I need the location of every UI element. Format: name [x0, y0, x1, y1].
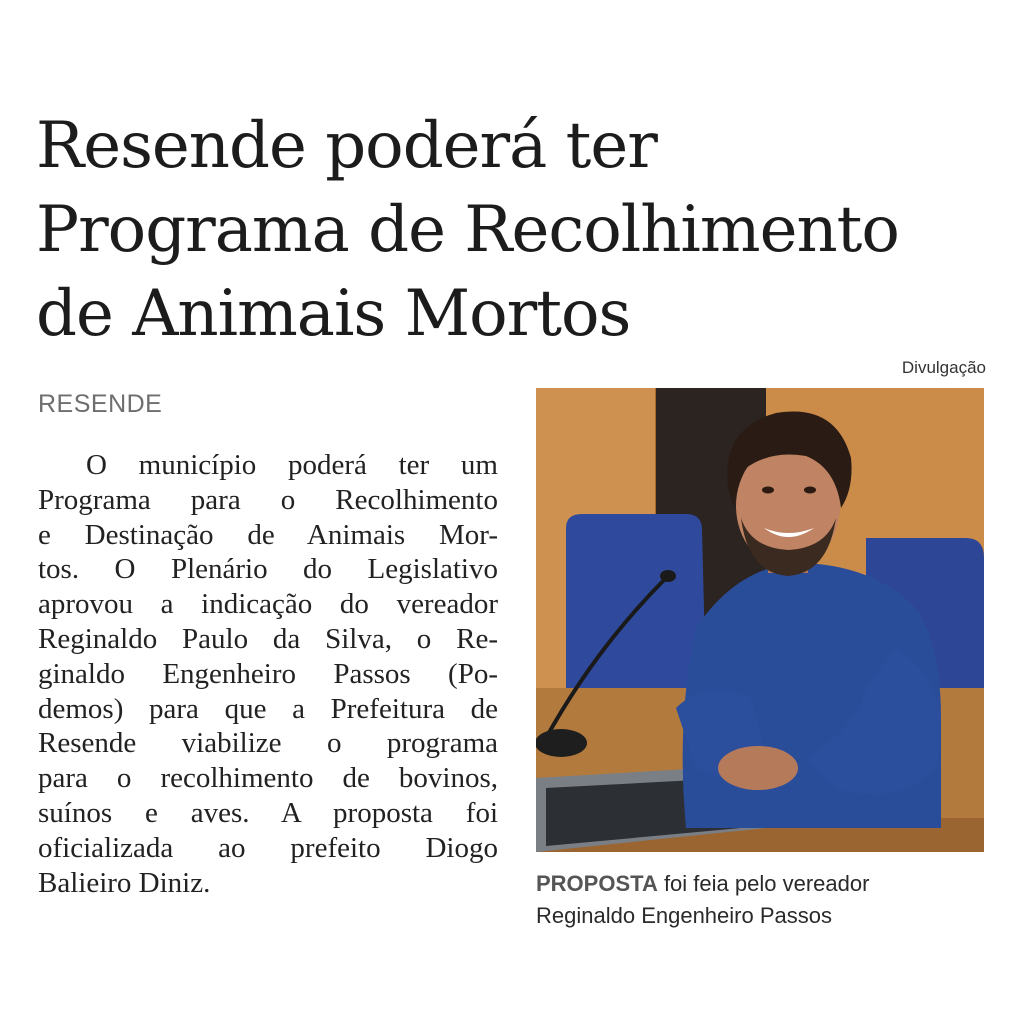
body-line: para o recolhimento de bovinos, [38, 762, 498, 795]
body-line: Programa para o Recolhimento [38, 483, 498, 516]
body-line: aprovou a indicação do vereador [38, 588, 498, 621]
photo-caption [536, 868, 986, 932]
headline-line: Programa de Recolhimento [36, 193, 899, 267]
caption-lead: PROPOSTA [536, 871, 658, 896]
caption-text: foi feia pelo vereador [657, 871, 870, 896]
body-line: suínos e aves. A proposta foi [38, 796, 498, 829]
headline-line: de Animais Mortos [36, 277, 631, 351]
section-label: RESENDE [38, 390, 163, 418]
body-line: Resende viabilize o programa [38, 727, 498, 760]
photo-credit: Divulgação [901, 358, 986, 377]
headline-line: Resende poderá ter [36, 109, 657, 183]
body-line: O município poderá ter um [86, 449, 498, 481]
body-line: Balieiro Diniz. [38, 866, 211, 899]
body-line: oficializada ao prefeito Diogo [38, 831, 498, 864]
body-line: Reginaldo Paulo da Silva, o Re- [38, 622, 498, 655]
headline [36, 104, 996, 356]
article-body [38, 448, 498, 900]
caption-text: Reginaldo Engenheiro Passos [536, 903, 832, 928]
body-line: tos. O Plenário do Legislativo [38, 553, 498, 586]
body-line: e Destinação de Animais Mor- [38, 518, 498, 551]
article-photo [536, 388, 984, 852]
body-line: demos) para que a Prefeitura de [38, 692, 498, 725]
body-line: ginaldo Engenheiro Passos (Po- [38, 657, 498, 690]
